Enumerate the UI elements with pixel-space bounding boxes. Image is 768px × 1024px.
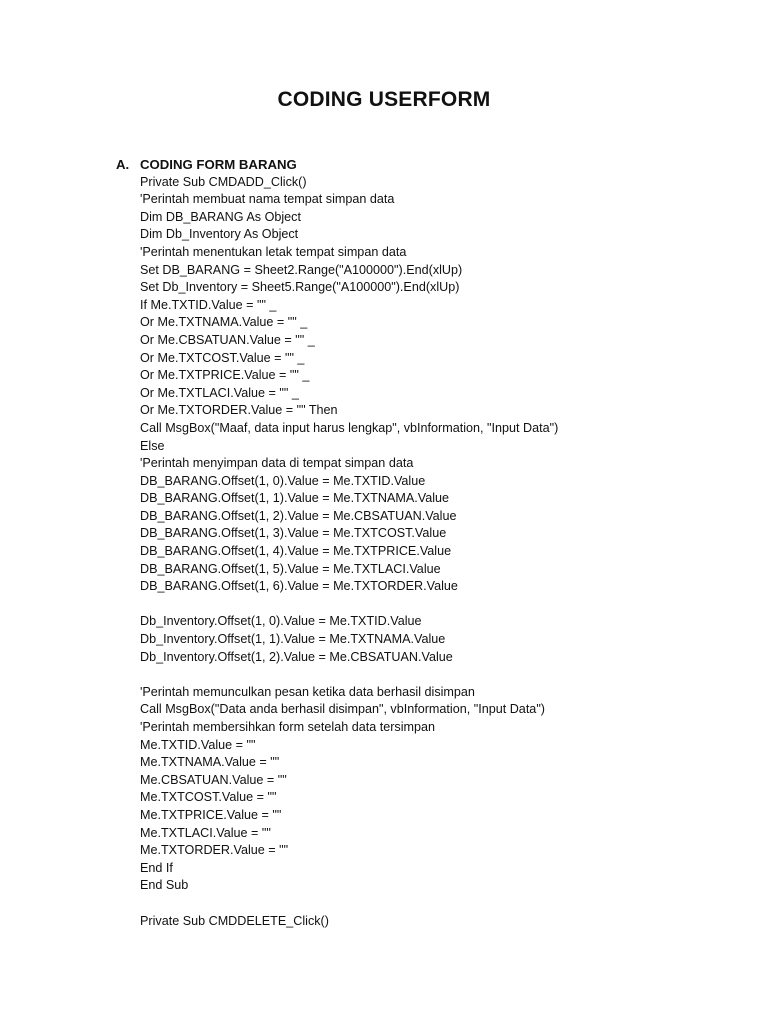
code-line: DB_BARANG.Offset(1, 5).Value = Me.TXTLACI.Value xyxy=(140,561,441,576)
code-line xyxy=(140,596,740,614)
code-line: Private Sub CMDADD_Click() xyxy=(140,174,307,189)
code-line: Me.TXTCOST.Value = "" xyxy=(140,790,277,805)
code-line: Or Me.TXTORDER.Value = "" Then xyxy=(140,403,338,418)
code-line: Or Me.TXTPRICE.Value = "" _ xyxy=(140,368,310,383)
code-line: Db_Inventory.Offset(1, 1).Value = Me.TXTNAMA.Value xyxy=(140,632,446,647)
code-line: Or Me.TXTLACI.Value = "" _ xyxy=(140,385,299,400)
code-line: DB_BARANG.Offset(1, 0).Value = Me.TXTID.Value xyxy=(140,473,426,488)
code-line: 'Perintah memunculkan pesan ketika data berhasil disimpan xyxy=(140,684,475,699)
code-line: DB_BARANG.Offset(1, 3).Value = Me.TXTCOST.Value xyxy=(140,526,447,541)
code-line: Me.TXTLACI.Value = "" xyxy=(140,825,271,840)
code-line xyxy=(140,666,740,684)
code-line: End If xyxy=(140,860,173,875)
code-line: DB_BARANG.Offset(1, 1).Value = Me.TXTNAMA.Value xyxy=(140,491,450,506)
code-line: Private Sub CMDDELETE_Click() xyxy=(140,913,329,928)
code-line: 'Perintah membersihkan form setelah data tersimpan xyxy=(140,720,435,734)
code-line: Or Me.TXTCOST.Value = "" _ xyxy=(140,350,305,365)
code-line: Dim Db_Inventory As Object xyxy=(140,227,299,242)
code-line: 'Perintah membuat nama tempat simpan data xyxy=(140,192,395,207)
code-line: Call MsgBox("Maaf, data input harus lengkap", vbInformation, "Input Data") xyxy=(140,420,559,435)
code-line xyxy=(140,895,740,913)
code-line: Me.TXTNAMA.Value = "" xyxy=(140,755,280,770)
page-title: CODING USERFORM xyxy=(277,88,491,111)
code-line: 'Perintah menyimpan data di tempat simpan data xyxy=(140,456,414,471)
code-line: End Sub xyxy=(140,878,189,893)
code-line: DB_BARANG.Offset(1, 2).Value = Me.CBSATUAN.Value xyxy=(140,508,457,523)
code-line: Db_Inventory.Offset(1, 2).Value = Me.CBSATUAN.Value xyxy=(140,649,453,664)
code-line: Or Me.CBSATUAN.Value = "" _ xyxy=(140,332,315,347)
code-line: Db_Inventory.Offset(1, 0).Value = Me.TXTID.Value xyxy=(140,614,422,629)
code-line: Me.TXTID.Value = "" xyxy=(140,737,256,752)
code-line: Set DB_BARANG = Sheet2.Range("A100000").End(xlUp) xyxy=(140,262,463,277)
code-line: Dim DB_BARANG As Object xyxy=(140,209,301,224)
code-line: Or Me.TXTNAMA.Value = "" _ xyxy=(140,315,308,330)
code-line: DB_BARANG.Offset(1, 4).Value = Me.TXTPRICE.Value xyxy=(140,544,452,559)
code-line: Set Db_Inventory = Sheet5.Range("A100000").End(xlUp) xyxy=(140,280,460,295)
code-line: DB_BARANG.Offset(1, 6).Value = Me.TXTORDER.Value xyxy=(140,579,458,594)
code-line: Call MsgBox("Data anda berhasil disimpan", vbInformation, "Input Data") xyxy=(140,702,545,717)
code-line: 'Perintah menentukan letak tempat simpan data xyxy=(140,244,407,259)
code-line: Else xyxy=(140,438,165,453)
code-block xyxy=(140,174,740,931)
code-line: Me.CBSATUAN.Value = "" xyxy=(140,772,287,787)
section-heading: CODING FORM BARANG xyxy=(140,157,297,172)
code-line: Me.TXTORDER.Value = "" xyxy=(140,843,289,858)
code-line: Me.TXTPRICE.Value = "" xyxy=(140,807,282,822)
code-line: If Me.TXTID.Value = "" _ xyxy=(140,297,277,312)
section-marker: A. xyxy=(116,157,130,172)
